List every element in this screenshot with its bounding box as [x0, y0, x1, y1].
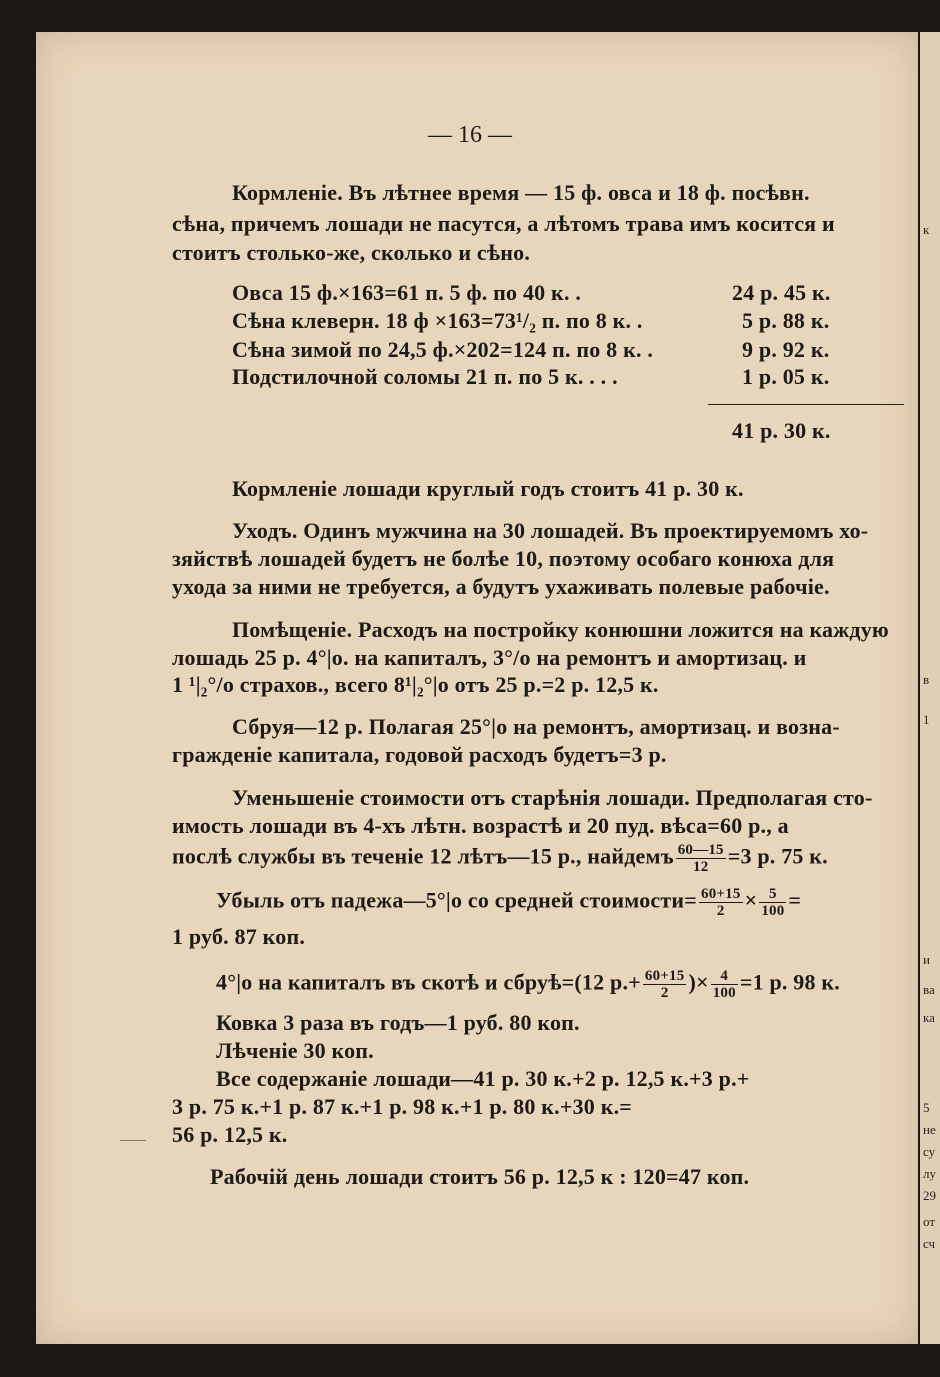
- premises-line: Помѣщеніе. Расходъ на постройку конюшни ложится на каждую: [232, 617, 889, 642]
- depreciation-line: имость лошади въ 4-хъ лѣтн. возрастѣ и 20 пуд. вѣса=60 р., а: [172, 813, 789, 838]
- feed-item-amount: 5 р. 88 к.: [742, 308, 830, 333]
- feed-item-label: Сѣна клеверн. 18 ф ×163=73¹/₂ п. по 8 к. .: [232, 308, 643, 333]
- care-line: Уходъ. Одинъ мужчина на 30 лошадей. Въ проектируемомъ хо-: [232, 518, 869, 543]
- margin-mark: [120, 1140, 146, 1141]
- edge-fragment: 5: [923, 1100, 930, 1115]
- edge-fragment: 1: [923, 712, 930, 727]
- depreciation-result: =3 р. 75 к.: [727, 843, 828, 869]
- facing-page-edge: [920, 32, 940, 1344]
- fraction-numerator: 4: [711, 968, 738, 985]
- care-line: зяйствѣ лошадей будетъ не болѣе 10, поэтому особаго конюха для: [172, 546, 835, 571]
- mortality-result: 1 руб. 87 коп.: [172, 924, 306, 949]
- edge-fragment: лу: [923, 1166, 936, 1181]
- harness-line: гражденіе капитала, годовой расходъ будетъ=3 р.: [172, 742, 667, 767]
- mortality-line: [216, 886, 801, 919]
- fraction-denominator: 2: [716, 903, 725, 919]
- feed-item-amount: 24 р. 45 к.: [732, 280, 831, 305]
- feed-item-label: Сѣна зимой по 24,5 ф.×202=124 п. по 8 к. .: [232, 337, 654, 362]
- feed-item-label: Овса 15 ф.×163=61 п. 5 ф. по 40 к. .: [232, 280, 582, 305]
- edge-fragment: не: [923, 1122, 936, 1137]
- sum-rule: [708, 404, 904, 405]
- edge-fragment: и: [923, 952, 930, 967]
- fraction-numerator: 60—15: [677, 842, 724, 858]
- feeding-intro-line: стоитъ столько-же, сколько и сѣно.: [172, 240, 531, 265]
- fraction-denominator: 12: [693, 859, 709, 875]
- edge-fragment: к: [923, 222, 930, 237]
- fraction-numerator: 5: [759, 886, 786, 903]
- workday-line: Рабочій день лошади стоитъ 56 р. 12,5 к : 120=47 коп.: [210, 1164, 750, 1189]
- depreciation-line: [172, 842, 828, 875]
- fraction: [711, 968, 738, 1001]
- mortality-text: Убыль отъ падежа—5°|о со средней стоимости=: [216, 887, 697, 913]
- fraction-numerator: 60+15: [644, 968, 685, 984]
- capital-text: 4°|о на капиталъ въ скотѣ и сбруѣ=(12 р.+: [216, 969, 641, 995]
- fraction-denominator: 2: [660, 985, 669, 1001]
- edge-fragment: ка: [923, 1010, 935, 1025]
- care-line: ухода за ними не требуется, а будутъ ухаживать полевые рабочіе.: [172, 574, 830, 599]
- feed-item-amount: 9 р. 92 к.: [742, 337, 830, 362]
- fraction-numerator: 60+15: [701, 886, 741, 902]
- premises-line: 1 ¹|₂°/о страхов., всего 8¹|₂°|о отъ 25 р.=2 р. 12,5 к.: [172, 672, 659, 697]
- capital-result: =1 р. 98 к.: [739, 969, 840, 995]
- fraction: [759, 886, 786, 919]
- edge-fragment: 29: [923, 1188, 936, 1203]
- times-sign: ×: [744, 887, 758, 913]
- page-number: — 16 —: [428, 122, 512, 148]
- fraction-denominator: 100: [761, 903, 785, 919]
- feed-item-amount: 1 р. 05 к.: [742, 364, 830, 389]
- capital-line: [216, 968, 840, 1001]
- fraction: [643, 968, 687, 1001]
- edge-fragment: в: [923, 672, 930, 687]
- feeding-intro-line: Кормленіе. Въ лѣтнее время — 15 ф. овса и 18 ф. посѣвн.: [232, 180, 810, 205]
- premises-line: лошадь 25 р. 4°|о. на капиталъ, 3°/о на ремонтъ и амортизац. и: [172, 645, 807, 670]
- edge-fragment: ва: [923, 982, 935, 997]
- upkeep-line: 56 р. 12,5 к.: [172, 1122, 288, 1147]
- feed-total: 41 р. 30 к.: [732, 418, 831, 443]
- fraction: [699, 886, 743, 919]
- edge-fragment: су: [923, 1144, 936, 1159]
- depreciation-text: послѣ службы въ теченіе 12 лѣтъ—15 р., найдемъ: [172, 843, 674, 869]
- capital-mid: )×: [688, 969, 709, 995]
- equals-sign: =: [788, 887, 802, 913]
- treatment-line: Лѣченіе 30 коп.: [216, 1038, 374, 1063]
- fraction-denominator: 100: [712, 985, 736, 1001]
- edge-fragment: сч: [923, 1236, 936, 1251]
- edge-fragment: от: [923, 1214, 936, 1229]
- upkeep-line: Все содержаніе лошади—41 р. 30 к.+2 р. 12,5 к.+3 р.+: [216, 1066, 750, 1091]
- feed-item-label: Подстилочной соломы 21 п. по 5 к. . . .: [232, 364, 618, 389]
- depreciation-line: Уменьшеніе стоимости отъ старѣнія лошади. Предполагая сто-: [232, 785, 873, 810]
- fraction: [676, 842, 726, 875]
- harness-line: Сбруя—12 р. Полагая 25°|о на ремонтъ, амортизац. и возна-: [232, 714, 840, 739]
- feeding-summary: Кормленіе лошади круглый годъ стоитъ 41 р. 30 к.: [232, 476, 744, 501]
- shoeing-line: Ковка 3 раза въ годъ—1 руб. 80 коп.: [216, 1010, 580, 1035]
- feeding-intro-line: сѣна, причемъ лошади не пасутся, а лѣтомъ трава имъ косится и: [172, 211, 835, 236]
- upkeep-line: 3 р. 75 к.+1 р. 87 к.+1 р. 98 к.+1 р. 80 к.+30 к.=: [172, 1094, 633, 1119]
